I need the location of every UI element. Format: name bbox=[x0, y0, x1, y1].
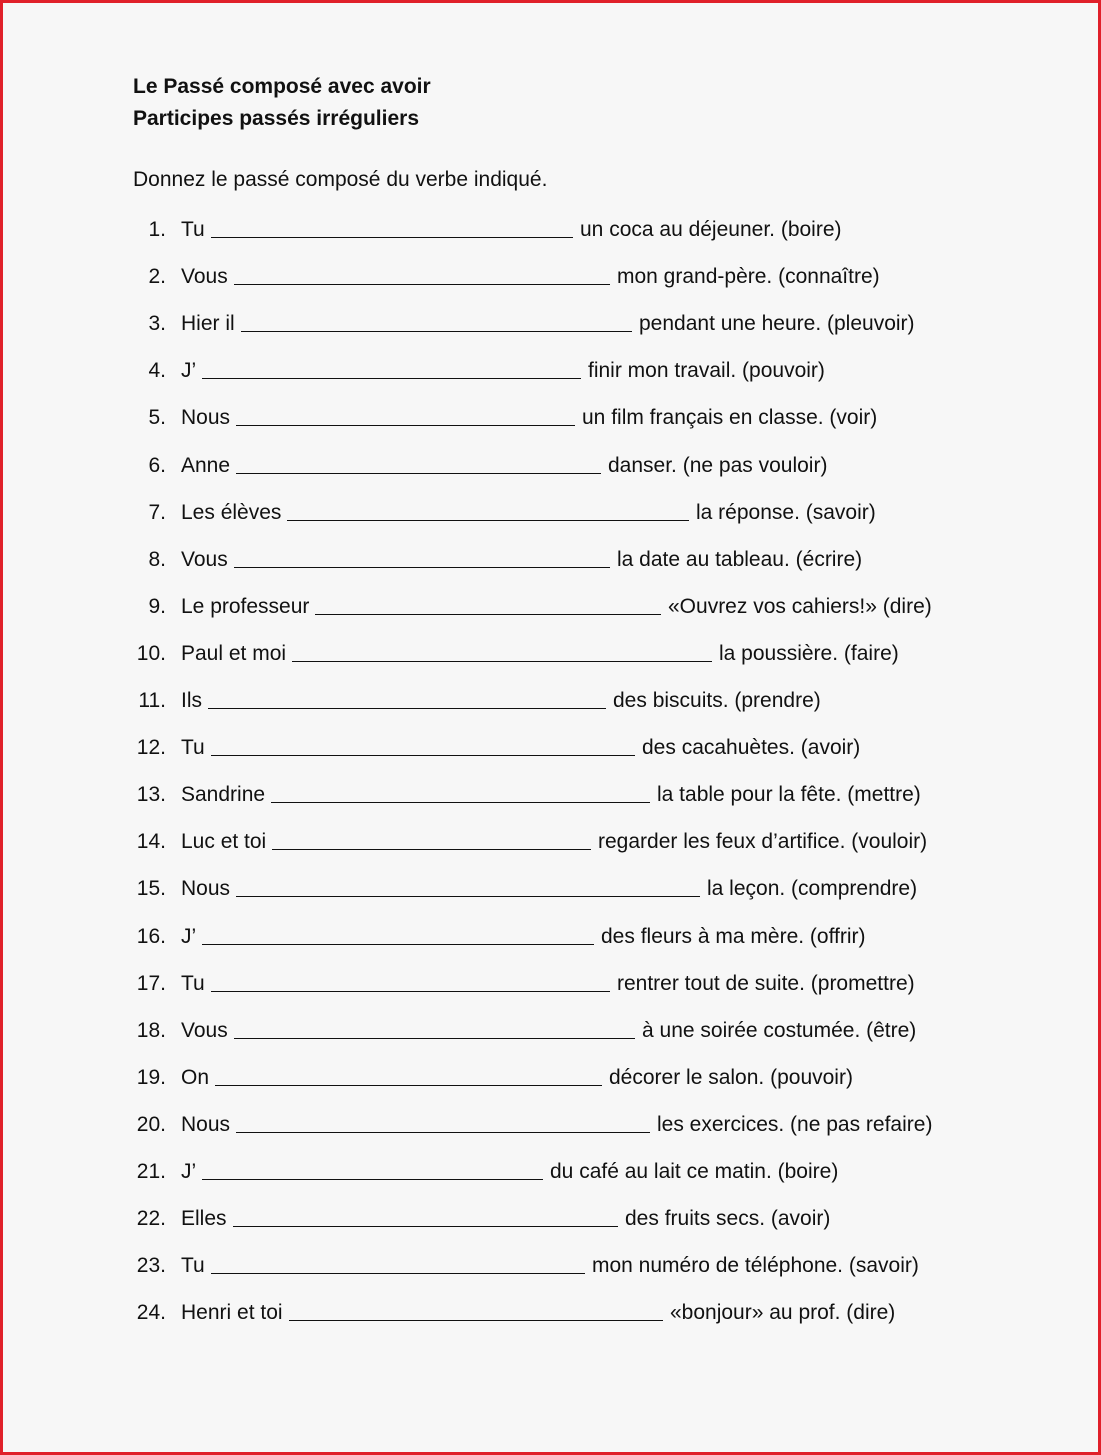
item-prompt: danser. (ne pas vouloir) bbox=[608, 453, 828, 477]
item-subject: Luc et toi bbox=[181, 830, 267, 854]
item-subject: Tu bbox=[181, 736, 205, 760]
exercise-item bbox=[3, 590, 932, 620]
item-number: 5. bbox=[148, 406, 166, 430]
item-number: 19. bbox=[136, 1065, 166, 1089]
item-prompt: des biscuits. (prendre) bbox=[613, 689, 821, 712]
item-prompt: les exercices. (ne pas refaire) bbox=[657, 1112, 933, 1136]
item-subject: Vous bbox=[181, 1018, 228, 1042]
item-number: 23. bbox=[136, 1254, 166, 1278]
item-number: 15. bbox=[136, 877, 166, 901]
item-number: 11. bbox=[138, 689, 166, 712]
item-subject: On bbox=[181, 1065, 210, 1089]
answer-blank[interactable] bbox=[287, 498, 689, 521]
page-title: Le Passé composé avec avoir bbox=[133, 75, 431, 98]
item-subject: Paul et moi bbox=[181, 641, 287, 665]
item-prompt: des cacahuètes. (avoir) bbox=[642, 736, 861, 760]
item-subject: J’ bbox=[181, 1160, 197, 1183]
item-number: 16. bbox=[136, 924, 166, 948]
exercise-item bbox=[3, 731, 860, 761]
answer-blank[interactable] bbox=[215, 1063, 602, 1086]
exercise-item bbox=[3, 354, 825, 384]
exercise-item bbox=[3, 1202, 830, 1232]
answer-blank[interactable] bbox=[234, 545, 610, 568]
answer-blank[interactable] bbox=[211, 969, 610, 992]
item-subject: Sandrine bbox=[181, 783, 266, 807]
item-subject: Vous bbox=[181, 547, 228, 571]
exercise-item bbox=[3, 1014, 916, 1044]
answer-blank[interactable] bbox=[236, 403, 575, 426]
item-subject: Nous bbox=[181, 1112, 231, 1136]
exercise-item bbox=[3, 920, 866, 950]
item-prompt: la poussière. (faire) bbox=[719, 641, 899, 665]
item-number: 6. bbox=[148, 453, 166, 477]
item-number: 1. bbox=[148, 218, 166, 241]
answer-blank[interactable] bbox=[234, 262, 610, 285]
answer-blank[interactable] bbox=[315, 592, 661, 615]
item-subject: Tu bbox=[181, 1254, 205, 1278]
item-prompt: pendant une heure. (pleuvoir) bbox=[639, 312, 915, 336]
item-prompt: regarder les feux d’artifice. (vouloir) bbox=[598, 830, 928, 854]
answer-blank[interactable] bbox=[202, 1157, 543, 1180]
item-prompt: rentrer tout de suite. (promettre) bbox=[617, 971, 915, 995]
answer-blank[interactable] bbox=[241, 309, 632, 332]
item-number: 7. bbox=[148, 500, 166, 524]
exercise-item bbox=[3, 967, 915, 997]
instruction-text: Donnez le passé composé du verbe indiqué. bbox=[133, 168, 548, 191]
answer-blank[interactable] bbox=[292, 639, 712, 662]
answer-blank[interactable] bbox=[208, 686, 606, 709]
item-subject: Ils bbox=[181, 689, 202, 712]
item-subject: J’ bbox=[181, 924, 197, 948]
exercise-item bbox=[3, 637, 899, 667]
item-prompt: un coca au déjeuner. (boire) bbox=[580, 218, 842, 241]
item-number: 20. bbox=[136, 1112, 166, 1136]
item-subject: Hier il bbox=[181, 312, 235, 336]
item-number: 17. bbox=[136, 971, 166, 995]
exercise-item bbox=[3, 778, 921, 808]
exercise-item bbox=[3, 684, 821, 714]
exercise-item bbox=[3, 543, 862, 573]
exercise-item bbox=[3, 496, 876, 526]
item-prompt: mon numéro de téléphone. (savoir) bbox=[592, 1254, 919, 1278]
answer-blank[interactable] bbox=[236, 451, 601, 474]
exercise-list bbox=[3, 3, 1098, 1452]
item-number: 18. bbox=[136, 1018, 166, 1042]
exercise-item bbox=[3, 401, 877, 431]
answer-blank[interactable] bbox=[289, 1298, 663, 1321]
exercise-item bbox=[3, 213, 842, 243]
exercise-item bbox=[3, 1155, 838, 1185]
answer-blank[interactable] bbox=[211, 1251, 585, 1274]
item-subject: J’ bbox=[181, 359, 197, 383]
answer-blank[interactable] bbox=[211, 215, 573, 238]
item-number: 21. bbox=[136, 1160, 166, 1183]
exercise-item bbox=[3, 260, 880, 290]
item-subject: Les élèves bbox=[181, 500, 282, 524]
item-prompt: «bonjour» au prof. (dire) bbox=[670, 1301, 896, 1325]
item-prompt: la table pour la fête. (mettre) bbox=[657, 783, 921, 807]
item-subject: Tu bbox=[181, 971, 205, 995]
item-subject: Henri et toi bbox=[181, 1301, 283, 1325]
item-number: 13. bbox=[136, 783, 166, 807]
answer-blank[interactable] bbox=[236, 1110, 650, 1133]
item-number: 22. bbox=[136, 1207, 166, 1231]
item-prompt: finir mon travail. (pouvoir) bbox=[588, 359, 825, 383]
item-prompt: la date au tableau. (écrire) bbox=[617, 547, 863, 571]
item-subject: Anne bbox=[181, 453, 231, 477]
answer-blank[interactable] bbox=[202, 356, 581, 379]
answer-blank[interactable] bbox=[271, 780, 650, 803]
item-number: 8. bbox=[148, 547, 166, 571]
item-number: 12. bbox=[136, 736, 166, 760]
item-number: 10. bbox=[136, 641, 166, 665]
item-number: 14. bbox=[136, 830, 166, 854]
item-prompt: la leçon. (comprendre) bbox=[707, 877, 918, 901]
item-prompt: des fruits secs. (avoir) bbox=[625, 1207, 831, 1231]
item-number: 4. bbox=[148, 359, 166, 383]
exercise-item bbox=[3, 449, 827, 479]
item-number: 2. bbox=[148, 265, 166, 289]
item-subject: Nous bbox=[181, 406, 231, 430]
item-prompt: un film français en classe. (voir) bbox=[582, 406, 878, 430]
item-prompt: du café au lait ce matin. (boire) bbox=[550, 1160, 839, 1183]
answer-blank[interactable] bbox=[211, 733, 635, 756]
exercise-item bbox=[3, 1108, 932, 1138]
item-subject: Vous bbox=[181, 265, 228, 289]
item-prompt: à une soirée costumée. (être) bbox=[642, 1018, 917, 1042]
exercise-item bbox=[3, 825, 927, 855]
exercise-item bbox=[3, 1296, 895, 1326]
answer-blank[interactable] bbox=[236, 874, 700, 897]
page-subtitle: Participes passés irréguliers bbox=[133, 107, 419, 130]
exercise-item bbox=[3, 1061, 853, 1091]
item-prompt: «Ouvrez vos cahiers!» (dire) bbox=[668, 594, 932, 618]
answer-blank[interactable] bbox=[202, 922, 594, 945]
answer-blank[interactable] bbox=[272, 827, 591, 850]
answer-blank[interactable] bbox=[234, 1016, 635, 1039]
item-number: 9. bbox=[148, 594, 166, 618]
item-prompt: décorer le salon. (pouvoir) bbox=[609, 1065, 853, 1089]
item-subject: Elles bbox=[181, 1207, 227, 1231]
answer-blank[interactable] bbox=[233, 1204, 618, 1227]
item-number: 3. bbox=[148, 312, 166, 336]
item-subject: Nous bbox=[181, 877, 231, 901]
exercise-item bbox=[3, 1249, 919, 1279]
item-subject: Le professeur bbox=[181, 594, 310, 618]
exercise-item bbox=[3, 872, 917, 902]
item-prompt: mon grand-père. (connaître) bbox=[617, 265, 880, 289]
exercise-item bbox=[3, 307, 915, 337]
item-prompt: la réponse. (savoir) bbox=[696, 500, 876, 524]
item-prompt: des fleurs à ma mère. (offrir) bbox=[601, 924, 866, 948]
item-number: 24. bbox=[136, 1301, 166, 1325]
item-subject: Tu bbox=[181, 218, 205, 241]
